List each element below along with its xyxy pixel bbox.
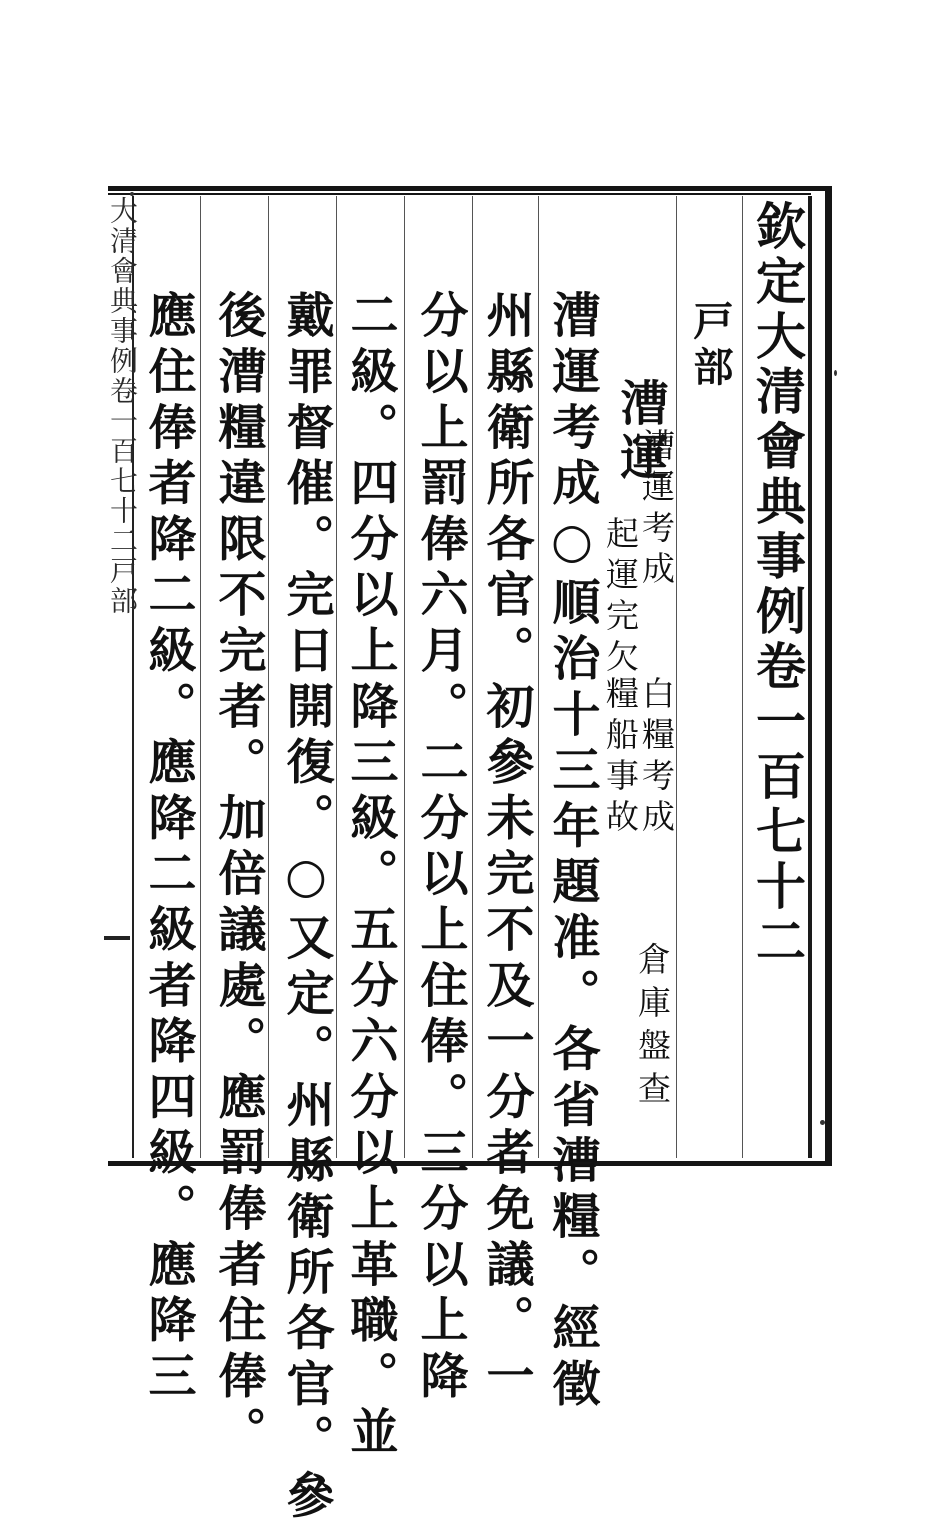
- volume-title: 欽定大清會典事例卷一百七十二: [748, 200, 807, 970]
- subheading: 起運完欠: [601, 516, 640, 680]
- column-rule: [336, 196, 337, 1158]
- subheading: 倉庫盤查: [633, 942, 672, 1114]
- column-rule: [404, 196, 405, 1158]
- column-rule: [200, 196, 201, 1158]
- section-label: 戸部: [687, 300, 734, 392]
- subheading: 白糧考成: [637, 676, 676, 840]
- body-column: 二級。四分以上降三級。五分六分以上革職。並: [342, 290, 398, 1462]
- subheading: 糧船事故: [601, 676, 640, 840]
- subheading: 漕運考成: [637, 428, 676, 592]
- body-column: 州縣衛所各官。初參未完不及一分者免議。一: [478, 290, 534, 1406]
- body-column: 應住俸者降二級。應降二級者降四級。應降三: [140, 290, 196, 1406]
- ink-fleck: [834, 370, 837, 376]
- ink-fleck: [130, 192, 134, 196]
- body-column: 分以上罰俸六月。二分以上住俸。三分以上降: [412, 290, 468, 1406]
- column-rule: [268, 196, 269, 1158]
- ink-fleck: [820, 1120, 825, 1125]
- margin-running-title: 大清會典事例卷一百七十二戸部: [106, 196, 139, 616]
- chapter-heading: 漕運: [612, 378, 668, 486]
- body-column: 漕運考成○順治十三年題准。各省漕糧。經徵: [544, 290, 600, 1414]
- body-column: 戴罪督催。完日開復。○又定。州縣衛所各官。參: [278, 290, 334, 1526]
- folio-mark: [104, 936, 130, 940]
- column-rule: [472, 196, 473, 1158]
- body-column: 後漕糧違限不完者。加倍議處。應罰俸者住俸。: [210, 290, 266, 1462]
- title-rule: [808, 196, 812, 1158]
- column-rule: [538, 196, 539, 1158]
- column-rule: [742, 196, 743, 1158]
- column-rule: [676, 196, 677, 1158]
